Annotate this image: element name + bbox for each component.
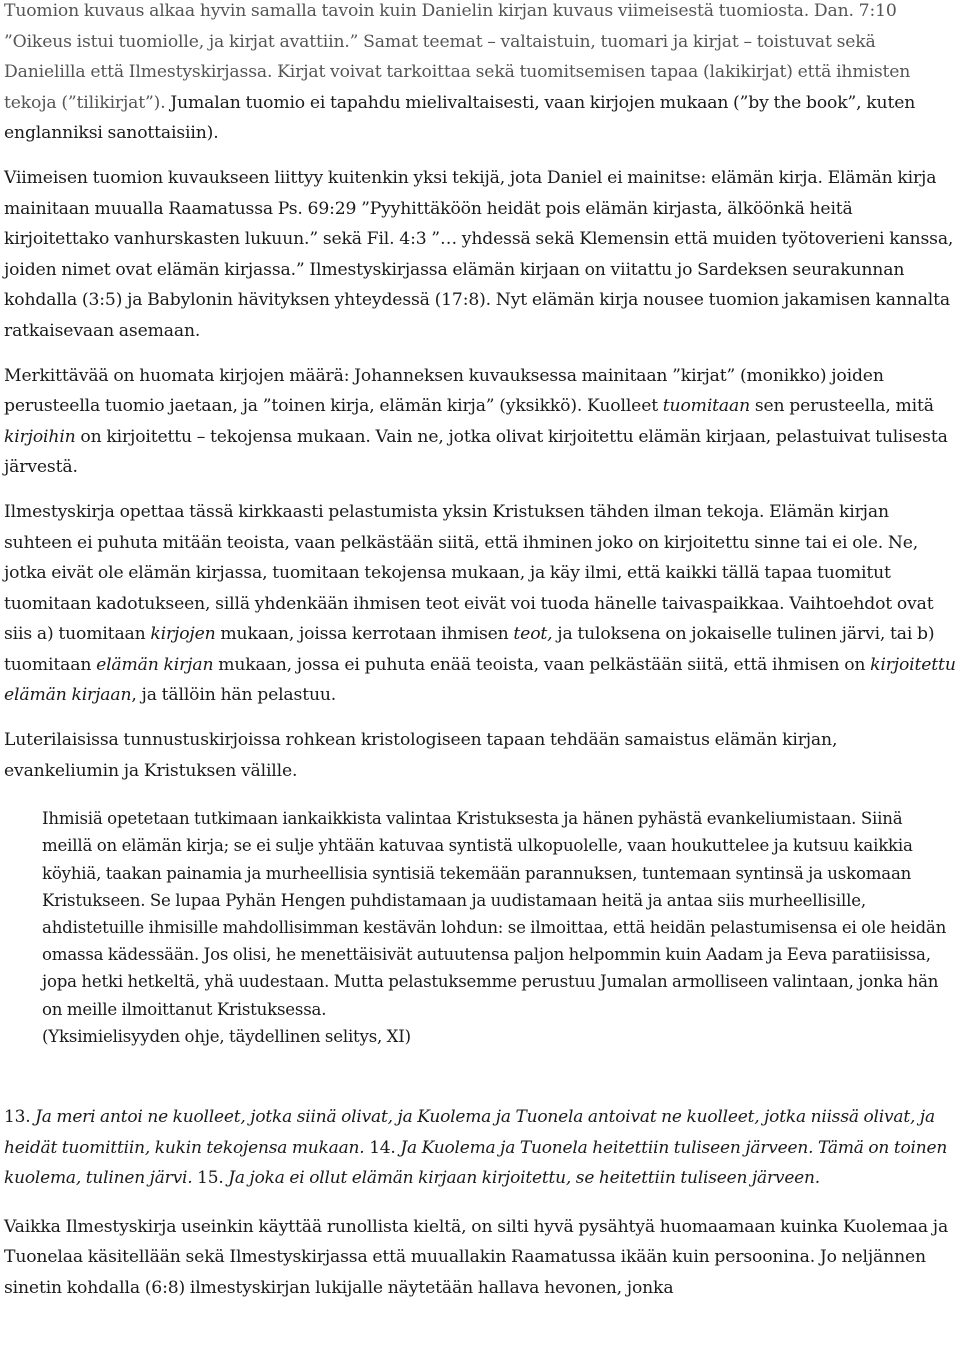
text-run: , ja tällöin hän pelastuu. [131, 685, 337, 706]
paragraph-death-and-hades: Vaikka Ilmestyskirja useinkin käyttää runollista kieltä, on silti hyvä pysähtyä huomaamaan kuinka Kuolemaa ja Tuonelaa käsitellään sekä Ilmestyskirjassa että muuallakin Raamatussa ikään kuin persoonina. Jo neljännen sinetin kohdalla (6:8) ilmestyskirjan lukijalle näytetään hallava hevonen, jonka [4, 1216, 949, 1298]
italic-text: kirjoitettu elämän kirjaan [4, 654, 956, 706]
italic-text: elämän kirjan [96, 654, 214, 675]
text-run: on kirjoitettu – tekojensa mukaan. Vain ne, jotka olivat kirjoitettu elämän kirjaan, pelastuivat tulisesta järvestä. [4, 426, 948, 478]
verse-text: Ja meri antoi ne kuolleet, jotka siinä olivat, ja Kuolema ja Tuonela antoivat ne kuolleet, jotka niissä olivat, ja heidät tuomittiin, kukin tekojensa mukaan. [4, 1107, 935, 1158]
verse-text: Ja Kuolema ja Tuonela heitettiin tuliseen järveen. Tämä on toinen kuolema, tulinen järvi. [4, 1137, 948, 1189]
italic-text: teot, [513, 624, 553, 645]
text-run: mukaan, joissa kerrotaan ihmisen [215, 624, 514, 645]
text-run: Ilmestyskirja opettaa tässä kirkkaasti pelastumista yksin Kristuksen tähden ilman tekoja. Elämän kirjan suhteen ei puhuta mitään teoista, vaan pelkästään siitä, että ihminen joko on kirjoitettu sinne tai ei ole. Ne, jotka eivät ole elämän kirjassa, tuomitaan tekojensa mukaan, ja käy ilmi, että kaikki tällä tapaa tuomitut tuomitaan kadotukseen, sillä yhdenkään ihmisen teot eivät voi tuoda hänelle taivaspaikkaa. Vaihtoehdot ovat siis a) tuomitaan [4, 501, 934, 645]
text-run: ja tuloksena on jokaiselle tulinen järvi, tai b) tuomitaan [4, 624, 935, 675]
verse-number: 14. [369, 1137, 396, 1158]
italic-text: tuomitaan [662, 396, 751, 417]
bible-passage [4, 1102, 956, 1194]
quote-source: (Yksimielisyyden ohje, täydellinen selitys, XI) [42, 1026, 411, 1046]
paragraph-number-of-books [4, 361, 956, 483]
verse-number: 15. [197, 1168, 224, 1189]
text-run: sen perusteella, mitä [750, 396, 934, 417]
quote-text: Ihmisiä opetetaan tutkimaan iankaikkista valintaa Kristuksesta ja hänen pyhästä evankeliumistaan. Siinä meillä on elämän kirja; se ei sulje yhtään katuvaa syntistä ulkopuolelle, vaan houkuttelee ja kutsuu kaikkia köyhiä, taakan painamia ja murheellisia syntisiä tekemään parannuksen, tuntemaan syntinsä ja uskomaan Kristukseen. Se lupaa Pyhän Hengen puhdistamaan ja uudistamaan heitä ja antaa siis murheellisille, ahdistetuille ihmisille mahdollisimman kestävän lohdun: se ilmoittaa, että heidän pelastumisensa ei ole heidän omassa kädessään. Jos olisi, he menettäisivät autuutensa paljon helpommin kuin Aadam ja Eeva paratiisissa, jopa hetki hetkeltä, yhä uudestaan. Mutta pelastuksemme perustuu Jumalan armolliseen valintaan, jonka hän on meille ilmoittanut Kristuksessa. [42, 809, 947, 1019]
paragraph-lutheran-confessions: Luterilaisissa tunnustuskirjoissa rohkean kristologiseen tapaan tehdään samaistus elämän kirjan, evankeliumin ja Kristuksen välille. [4, 730, 838, 781]
paragraph-text-faded: Tuomion kuvaus alkaa hyvin samalla tavoin kuin Danielin kirjan kuvaus viimeisestä tuomiosta. Dan. 7:10 ”Oikeus istui tuomiolle, ja kirjat avattiin.” Samat teemat – valtaistuin, tuomari ja kirjat – toistuvat sekä Danielilla että Ilmestyskirjassa. Kirjat voivat tarkoittaa sekä tuomitsemisen tapaa (lakikirjat) että ihmisten tekoja (”tilikirjat”). [4, 1, 911, 113]
document-page [4, 0, 956, 1303]
italic-text: kirjoihin [4, 426, 76, 447]
italic-text: kirjojen [150, 624, 216, 645]
verse-number: 13. [4, 1107, 31, 1128]
paragraph-text: Jumalan tuomio ei tapahdu mielivaltaisesti, vaan kirjojen mukaan (”by the book”, kuten englanniksi sanottaisiin). [4, 92, 916, 144]
paragraph-daniel-comparison [4, 0, 956, 149]
text-run: Merkittävää on huomata kirjojen määrä: Johanneksen kuvauksessa mainitaan ”kirjat” (monikko) joiden perusteella tuomio jaetaan, ja ”toinen kirja, elämän kirja” (yksikkö). Kuolleet [4, 365, 884, 417]
paragraph-book-of-life: Viimeisen tuomion kuvaukseen liittyy kuitenkin yksi tekijä, jota Daniel ei mainitse: elämän kirja. Elämän kirja mainitaan muualla Raamatussa Ps. 69:29 ”Pyyhittäköön heidät pois elämän kirjasta, älköönkä heitä kirjoitettako vanhurskasten lukuun.” sekä Fil. 4:3 ”… yhdessä sekä Klemensin että muiden työtoverieni kanssa, joiden nimet ovat elämän kirjassa.” Ilmestyskirjassa elämän kirjaan on viitattu jo Sardeksen seurakunnan kohdalla (3:5) ja Babylonin hävityksen yhteydessä (17:8). Nyt elämän kirja nousee tuomion jakamisen kannalta ratkaisevaan asemaan. [4, 167, 954, 341]
verse-text: Ja joka ei ollut elämän kirjaan kirjoitettu, se heitettiin tuliseen järveen. [223, 1168, 820, 1189]
text-run: mukaan, jossa ei puhuta enää teoista, vaan pelkästään siitä, että ihmisen on [213, 654, 871, 675]
paragraph-salvation-without-works [4, 497, 956, 711]
block-quote [4, 805, 956, 1050]
